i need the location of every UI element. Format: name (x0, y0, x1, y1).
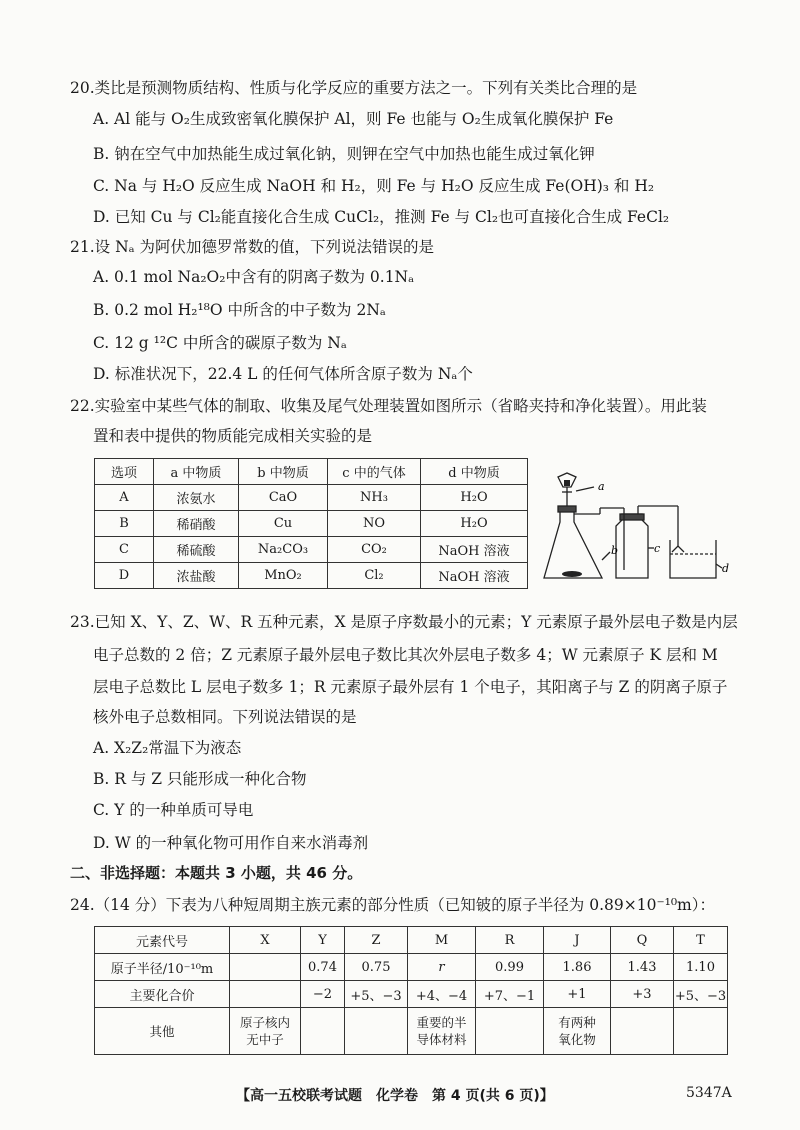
table-cell: C (95, 537, 154, 563)
table-cell: +4、−4 (408, 981, 476, 1008)
q24-stem: 24.（14 分）下表为八种短周期主族元素的部分性质（已知铍的原子半径为 0.89×10⁻¹⁰m）： (70, 896, 716, 914)
q21-option-d: D. 标准状况下，22.4 L 的任何气体所含原子数为 Nₐ个 (93, 365, 473, 383)
table-header-row (95, 927, 728, 954)
table-cell: +5、−3 (674, 981, 728, 1008)
table-cell: 稀硫酸 (154, 537, 239, 563)
cell-line: 导体材料 (416, 1032, 467, 1047)
conical-flask (544, 508, 602, 578)
header-cell: M (408, 927, 476, 954)
table-cell (230, 981, 301, 1008)
table-cell: +1 (544, 981, 611, 1008)
table-row (95, 981, 728, 1008)
q24-table (94, 926, 728, 1055)
q21-option-b: B. 0.2 mol H₂¹⁸O 中所含的中子数为 2Nₐ (93, 301, 386, 319)
q20-option-d: D. 已知 Cu 与 Cl₂能直接化合生成 CuCl₂，推测 Fe 与 Cl₂也可直接化合生成 FeCl₂ (93, 208, 670, 226)
q20-option-c: C. Na 与 H₂O 反应生成 NaOH 和 H₂，则 Fe 与 H₂O 反应生成 Fe(OH)₃ 和 H₂ (93, 177, 655, 195)
table-cell: −2 (301, 981, 345, 1008)
row-label: 其他 (95, 1008, 230, 1055)
q23-stem-line1: 23.已知 X、Y、Z、W、R 五种元素，X 是原子序数最小的元素；Y 元素原子最外层电子数是内层 (70, 613, 738, 631)
table-cell: H₂O (421, 511, 528, 537)
header-cell: c 中的气体 (328, 459, 421, 485)
row-label: 主要化合价 (95, 981, 230, 1008)
q23-option-a: A. X₂Z₂常温下为液态 (93, 739, 242, 757)
q21-option-c: C. 12 g ¹²C 中所含的碳原子数为 Nₐ (93, 334, 347, 352)
q23-stem-line3: 层电子总数比 L 层电子数多 1；R 元素原子最外层有 1 个电子，其阳离子与 Z 的阴离子原子 (93, 678, 728, 696)
header-cell: d 中物质 (421, 459, 528, 485)
exam-code: 5347A (686, 1085, 732, 1101)
beaker (670, 540, 716, 578)
table-cell: +7、−1 (476, 981, 544, 1008)
table-cell: Na₂CO₃ (239, 537, 328, 563)
table-cell: r (408, 954, 476, 981)
header-cell: R (476, 927, 544, 954)
table-cell: 0.74 (301, 954, 345, 981)
table-cell (476, 1008, 544, 1055)
q23-option-d: D. W 的一种氧化物可用作自来水消毒剂 (93, 834, 369, 852)
header-cell: T (674, 927, 728, 954)
table-cell (345, 1008, 408, 1055)
table-row (95, 563, 528, 589)
table-cell: D (95, 563, 154, 589)
label-c: c (654, 542, 661, 555)
q23-option-b: B. R 与 Z 只能形成一种化合物 (93, 770, 307, 788)
q20-option-a: A. Al 能与 O₂生成致密氧化膜保护 Al，则 Fe 也能与 O₂生成氧化膜保护 Fe (93, 110, 614, 128)
table-cell: 浓盐酸 (154, 563, 239, 589)
table-cell: 1.10 (674, 954, 728, 981)
cell-line: 有两种 (558, 1015, 596, 1030)
table-cell (674, 1008, 728, 1055)
header-cell: Z (345, 927, 408, 954)
gas-apparatus-diagram (538, 470, 728, 585)
table-cell: Cu (239, 511, 328, 537)
table-cell: 0.75 (345, 954, 408, 981)
header-cell: X (230, 927, 301, 954)
table-cell: NO (328, 511, 421, 537)
section-heading: 二、非选择题：本题共 3 小题，共 46 分。 (70, 864, 363, 882)
table-cell (230, 1008, 301, 1055)
table-row (95, 954, 728, 981)
table-cell: 0.99 (476, 954, 544, 981)
table-cell (408, 1008, 476, 1055)
table-cell: B (95, 511, 154, 537)
q21-option-a: A. 0.1 mol Na₂O₂中含有的阴离子数为 0.1Nₐ (93, 268, 415, 286)
row-label: 原子半径/10⁻¹⁰m (95, 954, 230, 981)
table-cell: 稀硝酸 (154, 511, 239, 537)
q22-stem-line1: 22.实验室中某些气体的制取、收集及尾气处理装置如图所示（省略夹持和净化装置）。用此装 (70, 397, 707, 415)
header-cell: 元素代号 (95, 927, 230, 954)
table-header-row (95, 459, 528, 485)
table-cell: +3 (611, 981, 674, 1008)
table-cell: CaO (239, 485, 328, 511)
q21-stem: 21.设 Nₐ 为阿伏加德罗常数的值，下列说法错误的是 (70, 238, 435, 256)
table-cell (544, 1008, 611, 1055)
header-cell: 选项 (95, 459, 154, 485)
cell-line: 重要的半 (416, 1015, 467, 1030)
table-cell: +5、−3 (345, 981, 408, 1008)
table-cell: NH₃ (328, 485, 421, 511)
q22-stem-line2: 置和表中提供的物质能完成相关实验的是 (93, 427, 373, 445)
label-d: d (722, 562, 730, 575)
page-footer: 【高一五校联考试题 化学卷 第 4 页(共 6 页)】 (236, 1088, 554, 1104)
header-cell: Y (301, 927, 345, 954)
table-row (95, 485, 528, 511)
header-cell: b 中物质 (239, 459, 328, 485)
header-cell: a 中物质 (154, 459, 239, 485)
header-cell: J (544, 927, 611, 954)
collection-bottle (616, 514, 648, 578)
table-cell: CO₂ (328, 537, 421, 563)
table-cell (301, 1008, 345, 1055)
label-b: b (611, 544, 619, 557)
table-row (95, 1008, 728, 1055)
table-cell: 1.86 (544, 954, 611, 981)
cell-line: 无中子 (246, 1032, 284, 1047)
table-cell: NaOH 溶液 (421, 537, 528, 563)
q20-stem: 20.类比是预测物质结构、性质与化学反应的重要方法之一。下列有关类比合理的是 (70, 79, 638, 97)
table-row (95, 537, 528, 563)
table-cell: A (95, 485, 154, 511)
table-row (95, 511, 528, 537)
cell-line: 原子核内 (239, 1015, 290, 1030)
table-cell: 浓氨水 (154, 485, 239, 511)
q23-option-c: C. Y 的一种单质可导电 (93, 801, 254, 819)
q23-stem-line2: 电子总数的 2 倍；Z 元素原子最外层电子数比其次外层电子数多 4；W 元素原子 K 层和 M (93, 646, 718, 664)
solid-reagent (562, 571, 582, 577)
q20-option-b: B. 钠在空气中加热能生成过氧化钠，则钾在空气中加热也能生成过氧化钾 (93, 145, 595, 163)
table-cell: MnO₂ (239, 563, 328, 589)
q23-stem-line4: 核外电子总数相同。下列说法错误的是 (93, 708, 357, 726)
table-cell (611, 1008, 674, 1055)
table-cell (230, 954, 301, 981)
table-cell: Cl₂ (328, 563, 421, 589)
header-cell: Q (611, 927, 674, 954)
q22-table (94, 458, 528, 589)
cell-line: 氧化物 (558, 1032, 596, 1047)
table-cell: H₂O (421, 485, 528, 511)
table-cell: NaOH 溶液 (421, 563, 528, 589)
table-cell: 1.43 (611, 954, 674, 981)
label-a: a (598, 480, 605, 493)
